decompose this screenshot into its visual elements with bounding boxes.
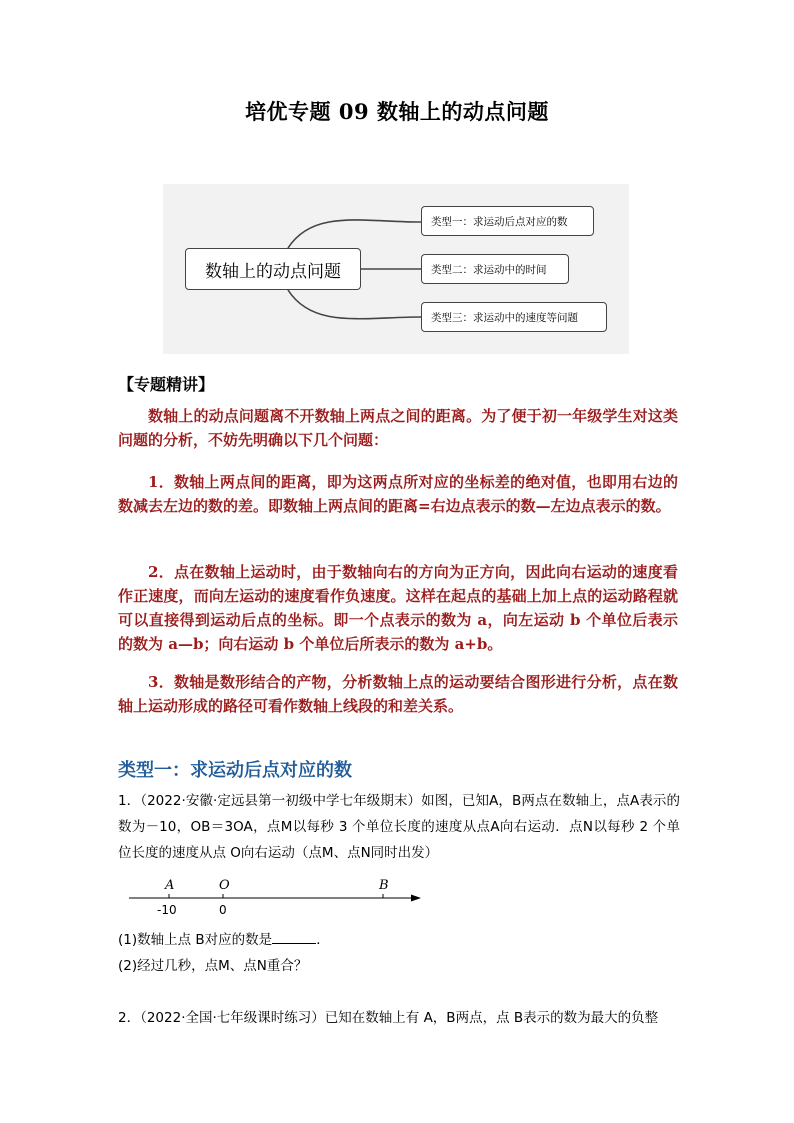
number-a: -10 [157, 903, 177, 917]
point-3: 3．数轴是数形结合的产物，分析数轴上点的运动要结合图形进行分析，点在数轴上运动形成的路径可看作数轴上线段的和差关系。 [118, 673, 678, 715]
question-1-part-1-text: (1)数轴上点 B对应的数是 [118, 932, 273, 948]
number-o: 0 [219, 903, 227, 917]
question-1-part-1 [118, 927, 680, 953]
point-o-label: O [219, 878, 230, 893]
mind-map-branch-1: 类型一：求运动后点对应的数 [421, 206, 594, 236]
question-1-part-2: (2)经过几秒，点M、点N重合？ [118, 958, 308, 974]
type1-heading: 类型一：求运动后点对应的数 [118, 760, 352, 781]
question-1-text: 1．（2022·安徽·定远县第一初级中学七年级期末）如图，已知A，B两点在数轴上，点A表示的数为－10，OB＝3OA，点M以每秒 3 个单位长度的速度从点A向右运动．点N以每秒 2 个单位长度的速度从点 O向右运动（点M、点N同时出发） [118, 793, 680, 861]
number-line [125, 874, 425, 920]
point-2: 2．点在数轴上运动时，由于数轴向右的方向为正方向，因此向右运动的速度看作正速度，而向左运动的速度看作负速度。这样在起点的基础上加上点的运动路程就可以直接得到运动后点的坐标。即一个点表示的数为 a，向左运动 b 个单位后表示的数为 a—b；向右运动 b 个单位后所表示的数为 a+b。 [118, 563, 678, 653]
question-1-part-1-end: ． [316, 932, 330, 948]
answer-blank[interactable] [272, 929, 316, 944]
intro-paragraph: 数轴上的动点问题离不开数轴上两点之间的距离。为了便于初一年级学生对这类问题的分析，不妨先明确以下几个问题： [118, 407, 678, 449]
mind-map-branch-3: 类型三：求运动中的速度等问题 [421, 302, 607, 332]
section-heading: 【专题精讲】 [118, 375, 215, 394]
page-title: 培优专题 09 数轴上的动点问题 [245, 99, 549, 124]
mind-map-root: 数轴上的动点问题 [185, 248, 361, 290]
mind-map [163, 184, 629, 354]
point-a-label: A [165, 878, 175, 893]
point-b-label: B [379, 878, 389, 893]
question-2-text: 2．（2022·全国·七年级课时练习）已知在数轴上有 A，B两点，点 B表示的数为最大的负整 [118, 1010, 659, 1026]
mind-map-branch-2: 类型二：求运动中的时间 [421, 254, 569, 284]
point-1: 1．数轴上两点间的距离，即为这两点所对应的坐标差的绝对值，也即用右边的数减去左边的数的差。即数轴上两点间的距离=右边点表示的数—左边点表示的数。 [118, 473, 678, 515]
arrow-right-icon [411, 895, 421, 902]
